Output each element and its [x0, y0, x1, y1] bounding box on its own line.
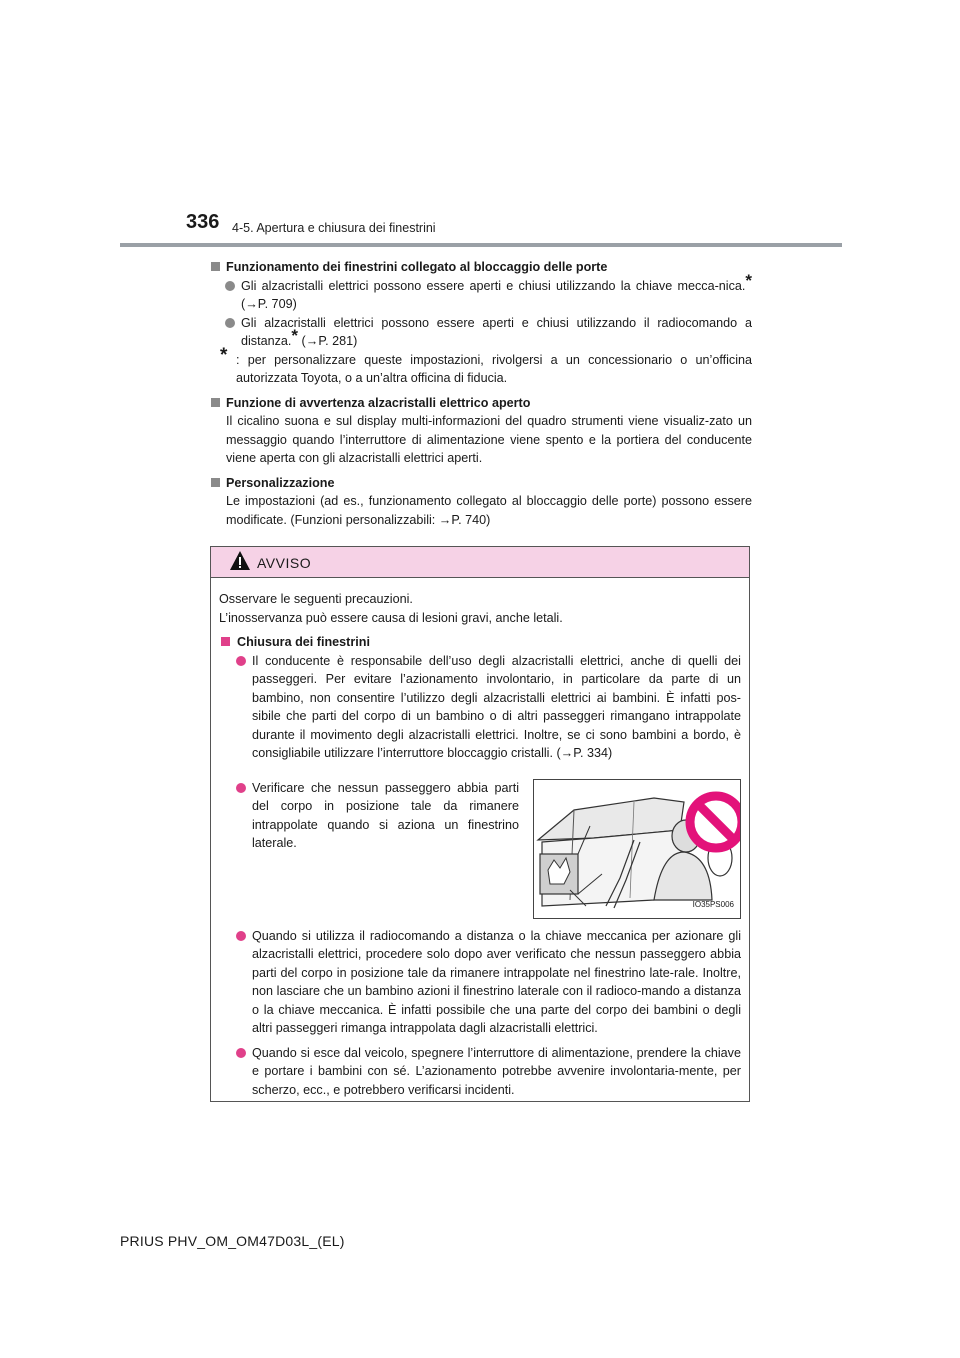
page-reference: (→P. 281)	[301, 334, 358, 348]
footnote-text: : per personalizzare queste impostazioni, rivolgersi a un concessionario o un’officina autorizzata Toyota, o a un’altra officina di fiducia.	[236, 352, 752, 385]
section-heading	[208, 394, 752, 413]
footnote	[208, 344, 752, 388]
warning-title: AVVISO	[257, 555, 312, 571]
list-item-text: Verificare che nessun passeggero abbia parti del corpo in posizione tale da rimanere intrappolate quando si aziona un finestrino laterale.	[252, 780, 519, 850]
page-reference: (→P. 709)	[241, 297, 297, 311]
heading-text: Funzionamento dei finestrini collegato al bloccaggio delle porte	[226, 260, 608, 274]
section-title: 4-5. Apertura e chiusura dei finestrini	[232, 221, 436, 235]
warning-header	[211, 547, 749, 578]
warning-box	[210, 546, 750, 1102]
section-heading	[208, 474, 752, 493]
list-item	[208, 270, 752, 314]
document-code: PRIUS PHV_OM_OM47D03L_(EL)	[120, 1233, 345, 1249]
circle-bullet-icon	[236, 656, 246, 666]
list-item	[219, 927, 741, 1038]
heading-text: Funzione di avvertenza alzacristalli elettrico aperto	[226, 395, 531, 410]
header-divider	[120, 243, 842, 247]
circle-bullet-icon	[236, 931, 246, 941]
footnote-marker: *	[745, 270, 752, 290]
footnote-star: *	[220, 344, 228, 366]
illustration-hand-caught-in-window	[533, 779, 741, 919]
figure-code: IO35PS006	[692, 900, 734, 909]
page-number: 336	[186, 211, 220, 233]
square-bullet-icon	[211, 398, 220, 407]
list-item	[208, 314, 752, 351]
list-item-text: Quando si esce dal veicolo, spegnere l’interruttore di alimentazione, prendere la chiave e portare i bambini con sé. L’azionamento potrebbe avvenire involontaria-mente, per scherzo, ecc., e potrebbero verificarsi incidenti.	[252, 1045, 741, 1097]
circle-bullet-icon	[236, 783, 246, 793]
section-heading	[208, 258, 752, 277]
square-bullet-icon	[221, 637, 230, 646]
square-bullet-icon	[211, 478, 220, 487]
list-item-text: Il conducente è responsabile dell’uso degli alzacristalli elettrici, anche di quelli dei passeggeri. Per evitare l’azionamento involontario, in particolare da parte di un bambino, non consentire l’utilizzo degli alzacristalli elettrici ai bambini. È infatti pos-sibile che parti del corpo di un bambino o di altri passeggeri rimangano intrappolate durante il movimento degli alzacristalli elettrici. Inoltre, se ci sono bambini a bordo, è consigliabile utilizzare l’interruttore bloccaggio cristalli. (→P. 334)	[252, 653, 741, 760]
list-item-text: Gli alzacristalli elettrici possono essere aperti e chiusi utilizzando il radiocomando a distanza.	[241, 315, 752, 348]
paragraph: Le impostazioni (ad es., funzionamento collegato al bloccaggio delle porte) possono essere modificate. (Funzioni personalizzabili: →P. 740)	[226, 494, 752, 527]
circle-bullet-icon	[225, 281, 235, 291]
warning-triangle-icon	[229, 550, 251, 572]
list-item	[219, 652, 741, 763]
paragraph: Il cicalino suona e sul display multi-informazioni del quadro strumenti viene visualiz-zato un messaggio quando l’interruttore di alimentazione viene spento e la portiera del conducente viene aperta con gli alzacristalli elettrici aperti.	[226, 414, 752, 465]
footnote-marker: *	[291, 326, 299, 345]
list-item-text: Quando si utilizza il radiocomando a distanza o la chiave meccanica per azionare gli alzacristalli elettrici, procedere solo dopo aver verificato che nessun passeggero abbia parti del corpo in posizione tale da rimanere intrappolate nel finestrino late-rale. Inoltre, non lasciare che un bambino azioni il finestrino laterale con il radioco-mando a distanza o la chiave meccanica. È infatti possibile che una parte del corpo dei bambini o degli altri passeggeri rimanga intrappolata dagli alzacristalli elettrici.	[252, 928, 741, 1035]
warning-body	[211, 578, 749, 1099]
heading-text: Chiusura dei finestrini	[237, 635, 370, 649]
warning-intro: Osservare le seguenti precauzioni.	[219, 592, 413, 606]
list-item-text: Gli alzacristalli elettrici possono essere aperti e chiusi utilizzando la chiave mecca-nica.	[241, 278, 746, 293]
warning-intro: L’inosservanza può essere causa di lesioni gravi, anche letali.	[219, 610, 563, 625]
main-content	[208, 258, 752, 529]
circle-bullet-icon	[236, 1048, 246, 1058]
circle-bullet-icon	[225, 318, 235, 328]
list-item	[219, 779, 519, 853]
warning-subheading	[219, 633, 741, 652]
list-item	[219, 1044, 741, 1100]
heading-text: Personalizzazione	[226, 475, 335, 490]
bullet-with-figure	[219, 769, 741, 919]
square-bullet-icon	[211, 262, 220, 271]
